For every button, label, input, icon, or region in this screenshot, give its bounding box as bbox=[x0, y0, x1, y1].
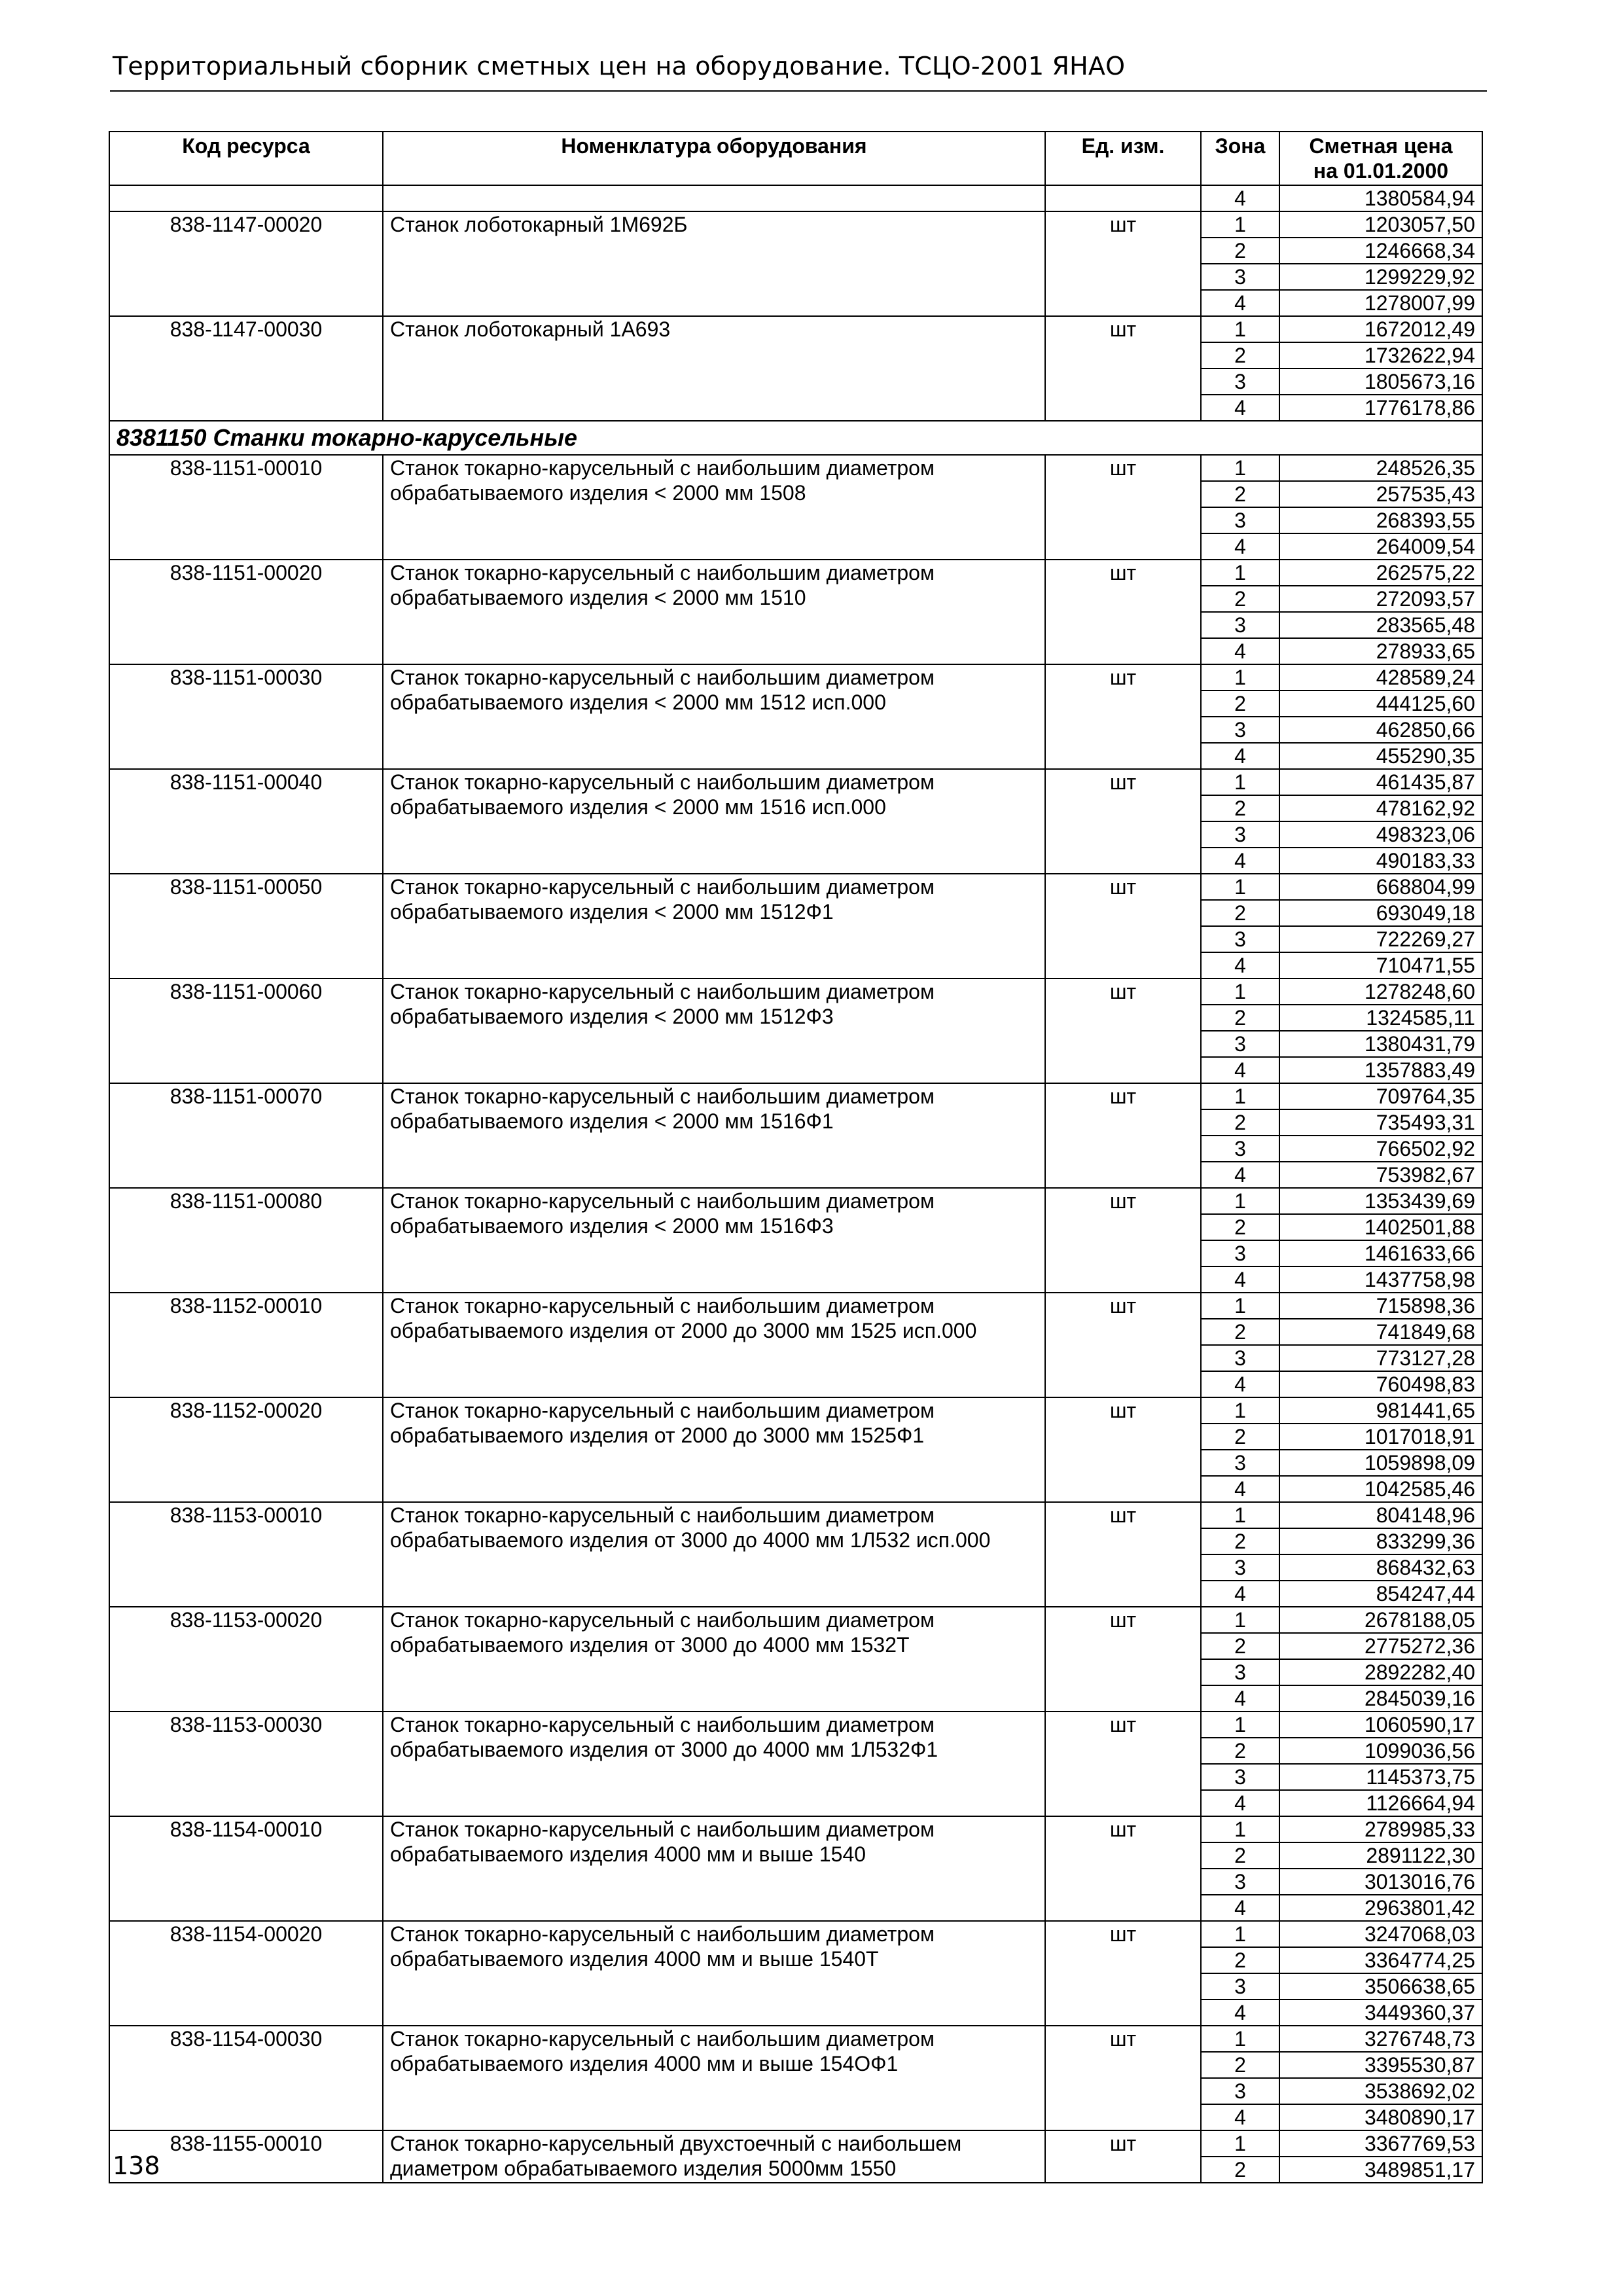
table-row bbox=[109, 1607, 1482, 1633]
price-cell: 1402501,88 bbox=[1279, 1214, 1482, 1240]
equipment-name: Станок токарно-карусельный с наибольшим диаметром обрабатываемого изделия < 2000 мм 1512Ф3 bbox=[383, 978, 1045, 1083]
price-cell: 272093,57 bbox=[1279, 586, 1482, 612]
zone-cell: 4 bbox=[1201, 1266, 1279, 1293]
resource-code: 838-1152-00020 bbox=[109, 1397, 383, 1502]
page-header: Территориальный сборник сметных цен на оборудование. ТСЦО-2001 ЯНАО bbox=[113, 52, 1126, 81]
zone-cell: 2 bbox=[1201, 1738, 1279, 1764]
zone-cell: 1 bbox=[1201, 874, 1279, 900]
price-cell: 2845039,16 bbox=[1279, 1685, 1482, 1712]
unit-of-measure: шт bbox=[1045, 1293, 1201, 1397]
equipment-name: Станок токарно-карусельный с наибольшим диаметром обрабатываемого изделия < 2000 мм 1512Ф1 bbox=[383, 874, 1045, 978]
table-body bbox=[109, 185, 1482, 2183]
section-row bbox=[109, 421, 1482, 455]
zone-cell: 3 bbox=[1201, 821, 1279, 848]
price-cell: 1278007,99 bbox=[1279, 290, 1482, 316]
price-cell: 854247,44 bbox=[1279, 1581, 1482, 1607]
zone-cell: 1 bbox=[1201, 978, 1279, 1005]
unit-of-measure: шт bbox=[1045, 1188, 1201, 1293]
price-cell: 1805673,16 bbox=[1279, 368, 1482, 395]
zone-cell: 4 bbox=[1201, 2000, 1279, 2026]
price-cell: 1203057,50 bbox=[1279, 211, 1482, 238]
zone-cell: 2 bbox=[1201, 1528, 1279, 1554]
equipment-name: Станок токарно-карусельный с наибольшим диаметром обрабатываемого изделия от 3000 до 4000 мм 1532Т bbox=[383, 1607, 1045, 1712]
zone-cell: 3 bbox=[1201, 926, 1279, 952]
table-row bbox=[109, 185, 1482, 211]
price-cell: 868432,63 bbox=[1279, 1554, 1482, 1581]
zone-cell: 3 bbox=[1201, 1973, 1279, 2000]
zone-cell: 2 bbox=[1201, 238, 1279, 264]
resource-code: 838-1151-00020 bbox=[109, 560, 383, 664]
zone-cell: 3 bbox=[1201, 1345, 1279, 1371]
zone-cell: 1 bbox=[1201, 1816, 1279, 1842]
table-row bbox=[109, 874, 1482, 900]
equipment-name: Станок токарно-карусельный с наибольшим диаметром обрабатываемого изделия < 2000 мм 1516Ф1 bbox=[383, 1083, 1045, 1188]
table-row bbox=[109, 1921, 1482, 1947]
price-cell: 2892282,40 bbox=[1279, 1659, 1482, 1685]
unit-of-measure: шт bbox=[1045, 1921, 1201, 2026]
zone-cell: 2 bbox=[1201, 795, 1279, 821]
price-cell: 3506638,65 bbox=[1279, 1973, 1482, 2000]
unit-of-measure: шт bbox=[1045, 211, 1201, 316]
price-cell: 722269,27 bbox=[1279, 926, 1482, 952]
column-header-unit: Ед. изм. bbox=[1045, 132, 1201, 185]
price-cell: 248526,35 bbox=[1279, 455, 1482, 481]
table-row bbox=[109, 1712, 1482, 1738]
column-header-code: Код ресурса bbox=[109, 132, 383, 185]
zone-cell: 4 bbox=[1201, 952, 1279, 978]
price-cell: 498323,06 bbox=[1279, 821, 1482, 848]
price-cell: 3013016,76 bbox=[1279, 1869, 1482, 1895]
zone-cell: 3 bbox=[1201, 368, 1279, 395]
resource-code: 838-1151-00030 bbox=[109, 664, 383, 769]
zone-cell: 2 bbox=[1201, 481, 1279, 507]
equipment-name: Станок токарно-карусельный с наибольшим диаметром обрабатываемого изделия 4000 мм и выше 1540Т bbox=[383, 1921, 1045, 2026]
equipment-name: Станок токарно-карусельный с наибольшим диаметром обрабатываемого изделия < 2000 мм 1516 исп.000 bbox=[383, 769, 1045, 874]
resource-code: 838-1147-00020 bbox=[109, 211, 383, 316]
price-cell: 668804,99 bbox=[1279, 874, 1482, 900]
zone-cell: 2 bbox=[1201, 586, 1279, 612]
zone-cell: 1 bbox=[1201, 1293, 1279, 1319]
equipment-name: Станок лоботокарный 1А693 bbox=[383, 316, 1045, 421]
zone-cell: 2 bbox=[1201, 1842, 1279, 1869]
unit-of-measure: шт bbox=[1045, 874, 1201, 978]
price-cell: 1380431,79 bbox=[1279, 1031, 1482, 1057]
zone-cell: 3 bbox=[1201, 1869, 1279, 1895]
price-cell: 257535,43 bbox=[1279, 481, 1482, 507]
table-header-row bbox=[109, 132, 1482, 185]
zone-cell: 1 bbox=[1201, 1188, 1279, 1214]
zone-cell: 1 bbox=[1201, 1921, 1279, 1947]
zone-cell: 3 bbox=[1201, 612, 1279, 638]
price-cell: 455290,35 bbox=[1279, 743, 1482, 769]
zone-cell: 4 bbox=[1201, 1057, 1279, 1083]
unit-of-measure: шт bbox=[1045, 560, 1201, 664]
zone-cell: 4 bbox=[1201, 1685, 1279, 1712]
price-cell: 1099036,56 bbox=[1279, 1738, 1482, 1764]
price-cell: 462850,66 bbox=[1279, 717, 1482, 743]
unit-of-measure: шт bbox=[1045, 1816, 1201, 1921]
header-divider bbox=[110, 90, 1487, 92]
column-header-name: Номенклатура оборудования bbox=[383, 132, 1045, 185]
price-cell: 1246668,34 bbox=[1279, 238, 1482, 264]
table-row bbox=[109, 1816, 1482, 1842]
price-cell: 478162,92 bbox=[1279, 795, 1482, 821]
price-cell: 753982,67 bbox=[1279, 1162, 1482, 1188]
zone-cell: 2 bbox=[1201, 1214, 1279, 1240]
unit-of-measure: шт bbox=[1045, 1397, 1201, 1502]
price-cell: 710471,55 bbox=[1279, 952, 1482, 978]
resource-code: 838-1151-00060 bbox=[109, 978, 383, 1083]
table-row bbox=[109, 1293, 1482, 1319]
resource-code: 838-1152-00010 bbox=[109, 1293, 383, 1397]
unit-cell bbox=[1045, 185, 1201, 211]
price-cell: 3449360,37 bbox=[1279, 2000, 1482, 2026]
price-cell: 461435,87 bbox=[1279, 769, 1482, 795]
price-cell: 981441,65 bbox=[1279, 1397, 1482, 1424]
price-cell: 283565,48 bbox=[1279, 612, 1482, 638]
zone-cell: 4 bbox=[1201, 1162, 1279, 1188]
resource-code: 838-1151-00010 bbox=[109, 455, 383, 560]
price-cell: 268393,55 bbox=[1279, 507, 1482, 533]
zone-cell: 3 bbox=[1201, 264, 1279, 290]
page-number: 138 bbox=[113, 2151, 160, 2180]
resource-code: 838-1155-00010 bbox=[109, 2130, 383, 2183]
unit-of-measure: шт bbox=[1045, 769, 1201, 874]
resource-code: 838-1151-00070 bbox=[109, 1083, 383, 1188]
table-row bbox=[109, 1188, 1482, 1214]
price-cell: 3538692,02 bbox=[1279, 2078, 1482, 2104]
code-cell bbox=[109, 185, 383, 211]
equipment-name: Станок токарно-карусельный с наибольшим диаметром обрабатываемого изделия от 3000 до 4000 мм 1Л532 исп.000 bbox=[383, 1502, 1045, 1607]
price-cell: 444125,60 bbox=[1279, 691, 1482, 717]
unit-of-measure: шт bbox=[1045, 1502, 1201, 1607]
price-cell: 262575,22 bbox=[1279, 560, 1482, 586]
unit-of-measure: шт bbox=[1045, 1712, 1201, 1816]
zone-cell: 2 bbox=[1201, 2157, 1279, 2183]
zone-cell: 4 bbox=[1201, 743, 1279, 769]
resource-code: 838-1154-00020 bbox=[109, 1921, 383, 2026]
table-row bbox=[109, 455, 1482, 481]
zone-cell: 1 bbox=[1201, 1397, 1279, 1424]
zone-cell: 1 bbox=[1201, 560, 1279, 586]
column-header-price bbox=[1279, 132, 1482, 185]
equipment-name: Станок токарно-карусельный с наибольшим диаметром обрабатываемого изделия от 3000 до 4000 мм 1Л532Ф1 bbox=[383, 1712, 1045, 1816]
zone-cell: 4 bbox=[1201, 1790, 1279, 1816]
price-cell: 264009,54 bbox=[1279, 533, 1482, 560]
unit-of-measure: шт bbox=[1045, 1607, 1201, 1712]
equipment-name: Станок токарно-карусельный с наибольшим диаметром обрабатываемого изделия < 2000 мм 1510 bbox=[383, 560, 1045, 664]
zone-cell: 4 bbox=[1201, 1476, 1279, 1502]
price-cell: 1461633,66 bbox=[1279, 1240, 1482, 1266]
equipment-name: Станок токарно-карусельный с наибольшим диаметром обрабатываемого изделия 4000 мм и выше 1540 bbox=[383, 1816, 1045, 1921]
zone-cell: 1 bbox=[1201, 1712, 1279, 1738]
price-cell: 766502,92 bbox=[1279, 1136, 1482, 1162]
price-cell: 3247068,03 bbox=[1279, 1921, 1482, 1947]
price-cell: 278933,65 bbox=[1279, 638, 1482, 664]
equipment-name: Станок токарно-карусельный с наибольшим диаметром обрабатываемого изделия 4000 мм и выше 154ОФ1 bbox=[383, 2026, 1045, 2130]
resource-code: 838-1153-00010 bbox=[109, 1502, 383, 1607]
zone-cell: 1 bbox=[1201, 769, 1279, 795]
table-row bbox=[109, 978, 1482, 1005]
price-cell: 1380584,94 bbox=[1279, 185, 1482, 211]
zone-cell: 1 bbox=[1201, 2026, 1279, 2052]
equipment-name: Станок лоботокарный 1М692Б bbox=[383, 211, 1045, 316]
zone-cell: 1 bbox=[1201, 1083, 1279, 1109]
price-cell: 1278248,60 bbox=[1279, 978, 1482, 1005]
price-cell: 1324585,11 bbox=[1279, 1005, 1482, 1031]
unit-of-measure: шт bbox=[1045, 2026, 1201, 2130]
zone-cell: 4 bbox=[1201, 185, 1279, 211]
zone-cell: 1 bbox=[1201, 2130, 1279, 2157]
zone-cell: 2 bbox=[1201, 691, 1279, 717]
price-cell: 741849,68 bbox=[1279, 1319, 1482, 1345]
zone-cell: 4 bbox=[1201, 2104, 1279, 2130]
price-cell: 1672012,49 bbox=[1279, 316, 1482, 342]
zone-cell: 1 bbox=[1201, 664, 1279, 691]
table-row bbox=[109, 1502, 1482, 1528]
price-cell: 1042585,46 bbox=[1279, 1476, 1482, 1502]
resource-code: 838-1151-00040 bbox=[109, 769, 383, 874]
table-row bbox=[109, 560, 1482, 586]
price-cell: 3395530,87 bbox=[1279, 2052, 1482, 2078]
price-cell: 1145373,75 bbox=[1279, 1764, 1482, 1790]
price-cell: 1060590,17 bbox=[1279, 1712, 1482, 1738]
price-cell: 693049,18 bbox=[1279, 900, 1482, 926]
equipment-name: Станок токарно-карусельный с наибольшим диаметром обрабатываемого изделия < 2000 мм 1508 bbox=[383, 455, 1045, 560]
unit-of-measure: шт bbox=[1045, 455, 1201, 560]
price-cell: 715898,36 bbox=[1279, 1293, 1482, 1319]
zone-cell: 1 bbox=[1201, 1607, 1279, 1633]
price-cell: 428589,24 bbox=[1279, 664, 1482, 691]
price-cell: 804148,96 bbox=[1279, 1502, 1482, 1528]
zone-cell: 2 bbox=[1201, 2052, 1279, 2078]
column-header-zone: Зона bbox=[1201, 132, 1279, 185]
unit-of-measure: шт bbox=[1045, 664, 1201, 769]
price-cell: 1126664,94 bbox=[1279, 1790, 1482, 1816]
price-cell: 1357883,49 bbox=[1279, 1057, 1482, 1083]
zone-cell: 3 bbox=[1201, 1554, 1279, 1581]
zone-cell: 3 bbox=[1201, 1031, 1279, 1057]
zone-cell: 4 bbox=[1201, 1581, 1279, 1607]
zone-cell: 4 bbox=[1201, 1895, 1279, 1921]
price-cell: 709764,35 bbox=[1279, 1083, 1482, 1109]
price-cell: 2678188,05 bbox=[1279, 1607, 1482, 1633]
zone-cell: 4 bbox=[1201, 848, 1279, 874]
resource-code: 838-1151-00050 bbox=[109, 874, 383, 978]
price-cell: 2963801,42 bbox=[1279, 1895, 1482, 1921]
zone-cell: 2 bbox=[1201, 342, 1279, 368]
table-row bbox=[109, 664, 1482, 691]
zone-cell: 3 bbox=[1201, 1764, 1279, 1790]
table-row bbox=[109, 2130, 1482, 2157]
price-cell: 1017018,91 bbox=[1279, 1424, 1482, 1450]
equipment-name: Станок токарно-карусельный с наибольшим диаметром обрабатываемого изделия от 2000 до 3000 мм 1525 исп.000 bbox=[383, 1293, 1045, 1397]
price-cell: 490183,33 bbox=[1279, 848, 1482, 874]
zone-cell: 2 bbox=[1201, 1633, 1279, 1659]
zone-cell: 4 bbox=[1201, 290, 1279, 316]
zone-cell: 4 bbox=[1201, 1371, 1279, 1397]
price-cell: 3276748,73 bbox=[1279, 2026, 1482, 2052]
price-cell: 1299229,92 bbox=[1279, 264, 1482, 290]
table-row bbox=[109, 769, 1482, 795]
unit-of-measure: шт bbox=[1045, 316, 1201, 421]
resource-code: 838-1151-00080 bbox=[109, 1188, 383, 1293]
section-title: 8381150 Станки токарно-карусельные bbox=[109, 421, 1482, 455]
unit-of-measure: шт bbox=[1045, 2130, 1201, 2183]
zone-cell: 1 bbox=[1201, 455, 1279, 481]
zone-cell: 3 bbox=[1201, 507, 1279, 533]
zone-cell: 4 bbox=[1201, 395, 1279, 421]
zone-cell: 2 bbox=[1201, 1109, 1279, 1136]
price-cell: 1732622,94 bbox=[1279, 342, 1482, 368]
price-cell: 833299,36 bbox=[1279, 1528, 1482, 1554]
table-row bbox=[109, 316, 1482, 342]
price-cell: 1437758,98 bbox=[1279, 1266, 1482, 1293]
price-cell: 3367769,53 bbox=[1279, 2130, 1482, 2157]
zone-cell: 3 bbox=[1201, 1450, 1279, 1476]
price-cell: 760498,83 bbox=[1279, 1371, 1482, 1397]
unit-of-measure: шт bbox=[1045, 1083, 1201, 1188]
zone-cell: 3 bbox=[1201, 1659, 1279, 1685]
zone-cell: 4 bbox=[1201, 533, 1279, 560]
price-cell: 735493,31 bbox=[1279, 1109, 1482, 1136]
price-cell: 3489851,17 bbox=[1279, 2157, 1482, 2183]
zone-cell: 3 bbox=[1201, 1136, 1279, 1162]
zone-cell: 4 bbox=[1201, 638, 1279, 664]
price-cell: 2891122,30 bbox=[1279, 1842, 1482, 1869]
equipment-name: Станок токарно-карусельный с наибольшим диаметром обрабатываемого изделия < 2000 мм 1512 исп.000 bbox=[383, 664, 1045, 769]
resource-code: 838-1153-00030 bbox=[109, 1712, 383, 1816]
price-cell: 1353439,69 bbox=[1279, 1188, 1482, 1214]
zone-cell: 1 bbox=[1201, 211, 1279, 238]
table-row bbox=[109, 1083, 1482, 1109]
price-cell: 3364774,25 bbox=[1279, 1947, 1482, 1973]
zone-cell: 2 bbox=[1201, 1947, 1279, 1973]
table-row bbox=[109, 2026, 1482, 2052]
price-cell: 1059898,09 bbox=[1279, 1450, 1482, 1476]
resource-code: 838-1154-00010 bbox=[109, 1816, 383, 1921]
name-cell bbox=[383, 185, 1045, 211]
zone-cell: 2 bbox=[1201, 1319, 1279, 1345]
resource-code: 838-1154-00030 bbox=[109, 2026, 383, 2130]
column-header-price-line1: Сметная цена bbox=[1309, 134, 1453, 158]
zone-cell: 3 bbox=[1201, 2078, 1279, 2104]
resource-code: 838-1153-00020 bbox=[109, 1607, 383, 1712]
equipment-name: Станок токарно-карусельный с наибольшим диаметром обрабатываемого изделия от 2000 до 3000 мм 1525Ф1 bbox=[383, 1397, 1045, 1502]
zone-cell: 3 bbox=[1201, 717, 1279, 743]
price-table bbox=[109, 131, 1483, 2183]
price-cell: 3480890,17 bbox=[1279, 2104, 1482, 2130]
zone-cell: 2 bbox=[1201, 1424, 1279, 1450]
price-cell: 2775272,36 bbox=[1279, 1633, 1482, 1659]
price-cell: 1776178,86 bbox=[1279, 395, 1482, 421]
zone-cell: 1 bbox=[1201, 316, 1279, 342]
zone-cell: 3 bbox=[1201, 1240, 1279, 1266]
table-row bbox=[109, 211, 1482, 238]
equipment-name: Станок токарно-карусельный двухстоечный с наибольшем диаметром обрабатываемого изделия 5000мм 1550 bbox=[383, 2130, 1045, 2183]
zone-cell: 1 bbox=[1201, 1502, 1279, 1528]
price-cell: 2789985,33 bbox=[1279, 1816, 1482, 1842]
zone-cell: 2 bbox=[1201, 1005, 1279, 1031]
zone-cell: 2 bbox=[1201, 900, 1279, 926]
resource-code: 838-1147-00030 bbox=[109, 316, 383, 421]
unit-of-measure: шт bbox=[1045, 978, 1201, 1083]
table-row bbox=[109, 1397, 1482, 1424]
price-cell: 773127,28 bbox=[1279, 1345, 1482, 1371]
column-header-price-line2: на 01.01.2000 bbox=[1313, 159, 1449, 183]
equipment-name: Станок токарно-карусельный с наибольшим диаметром обрабатываемого изделия < 2000 мм 1516Ф3 bbox=[383, 1188, 1045, 1293]
